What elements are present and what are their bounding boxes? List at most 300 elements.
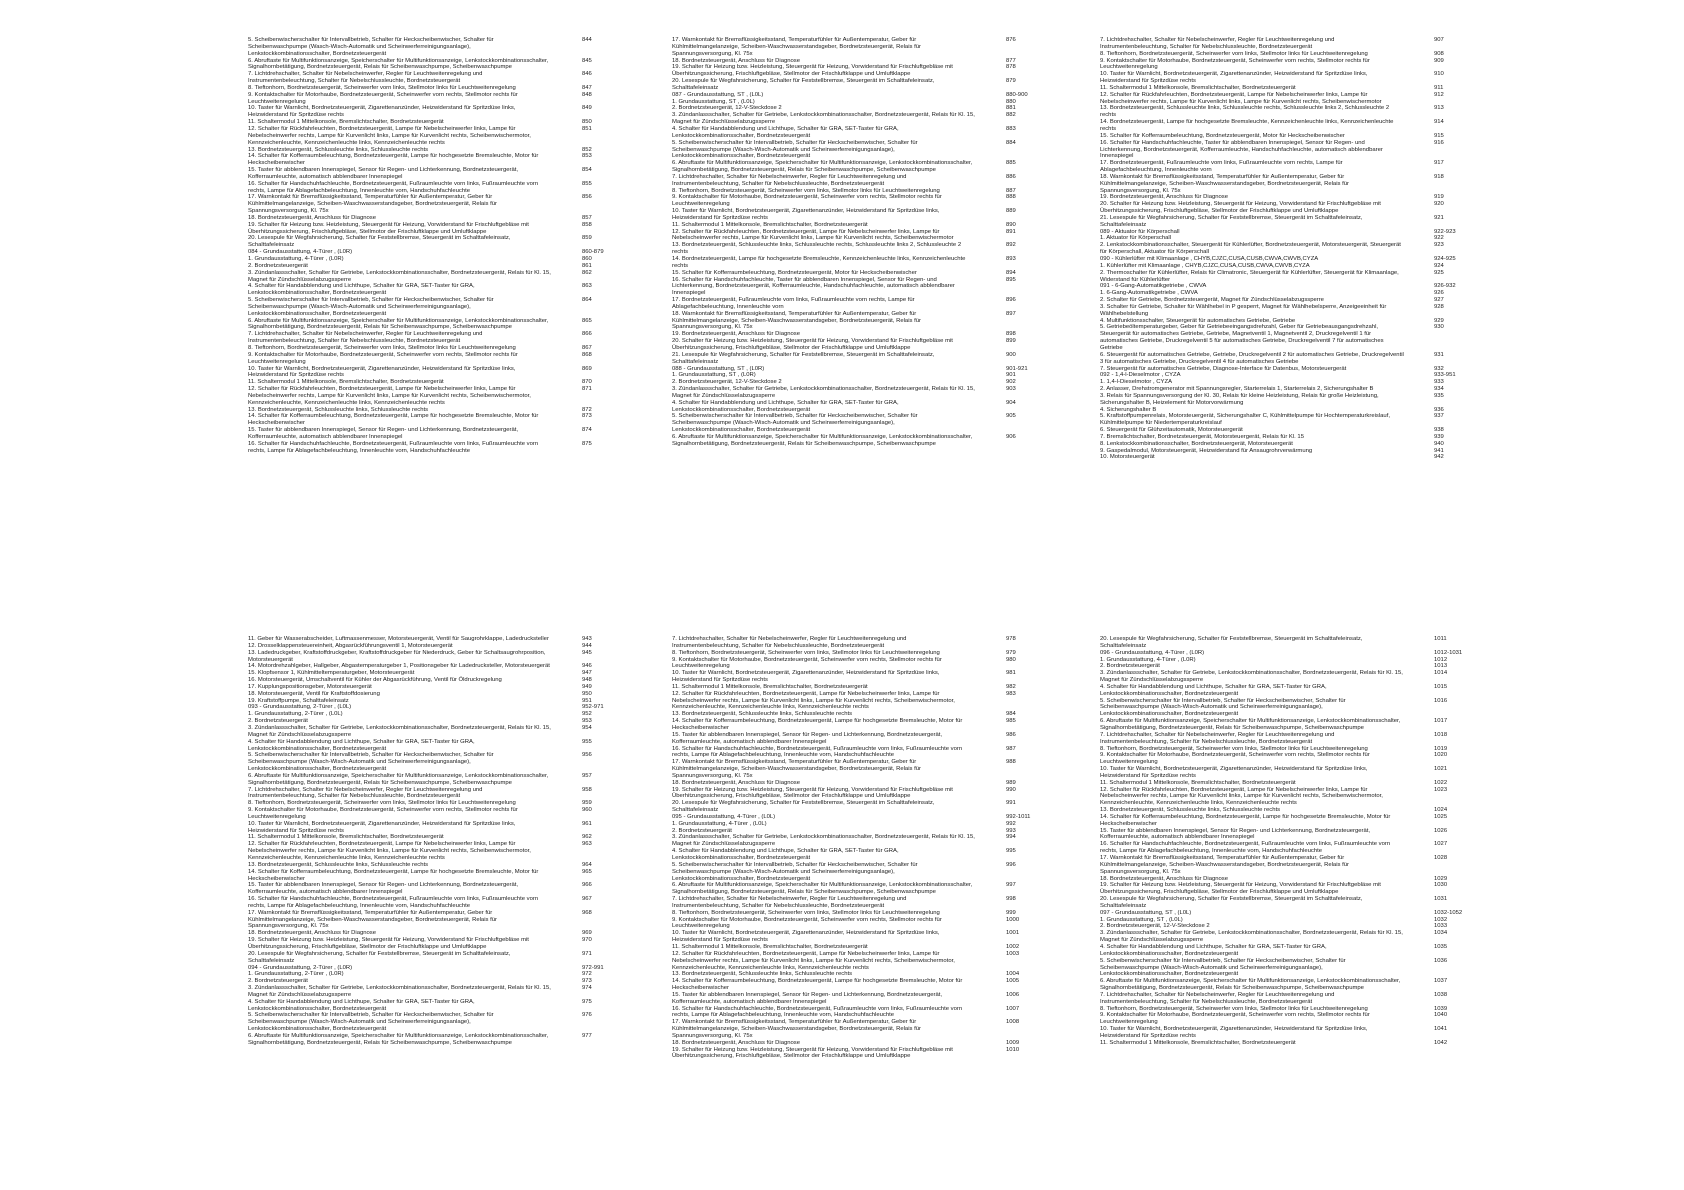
entry-page-number: 903 [1006,386,1016,393]
entry-page-number: 971 [582,950,592,957]
index-entry [672,731,1016,746]
entry-text: 19. Schalter für Heizung bzw. Heizleistung, Steuergerät für Heizung, Vorwiderstand für Frischluftgebläse mit Überhitzungssicherung, Frischluftgebläse, Stellmotor der Frischluftklappe und Umluftklappe [248,221,529,235]
index-entry [1100,433,1444,441]
entry-text: 4. Schalter für Handabblendung und Lichthupe, Schalter für GRA, SET-Taster für GRA, Lenkstockkombinationsschalter, Bordnetzsteuergerät [672,125,899,139]
index-entry [1100,290,1444,297]
entry-text: 1. Kühlerlüfter mit Klimaanlage , CHYB,CJZC,CUSA,CUSB,CWVA,CWVB,CYZA [1100,262,1310,269]
entry-text: 095 - Grundausstattung, 4-Türer , (L0L) [672,813,776,820]
entry-text: 12. Schalter für Rückfahrleuchten, Bordnetzsteuergerät, Lampe für Nebelscheinwerfer links, Lampe für Nebelscheinwerfer rechts, Lampe für Kurvenlicht links, Lampe für Kurvenlicht rechts, Scheibenwischermotor [672,228,954,242]
entry-page-number: 853 [582,153,592,160]
entry-page-number: 879 [1006,78,1016,85]
index-entry [248,950,592,965]
entry-page-number: 907 [1434,37,1444,43]
entry-page-number: 1025 [1434,813,1448,820]
entry-text: 9. Kontaktschalter für Motorhaube, Bordnetzsteuergerät, Scheinwerfer vorn rechts, Stellmotor rechts für Leuchtweitenregelung [672,194,942,208]
entry-text: 9. Kontaktschalter für Motorhaube, Bordnetzsteuergerät, Scheinwerfer vorn rechts, Stellmotor rechts für Leuchtweitenregelung [248,807,518,820]
entry-text: 14. Bordnetzsteuergerät, Lampe für hochgesetzte Bremsleuchte, Kennzeichenleuchte links, Kennzeichenleuchte rechts [1100,119,1394,132]
index-entry [1100,875,1448,883]
entry-text: 11. Schaltermodul 1 Mittelkonsole, Bremslichtschalter, Bordnetzsteuergerät [672,221,868,228]
entry-text: 7. Lichtdrehschalter, Schalter für Nebelscheinwerfer, Regler für Leuchtweitenregelung und Instrumentenbeleuchtung, Schalter für Nebelschlussleuchte, Bordnetzsteuergerät [672,636,907,649]
entry-page-number: 938 [1434,427,1444,434]
entry-text: 1. Grundausstattung, ST , (L0R) [672,372,756,379]
index-entry [672,139,1016,161]
index-entry [248,351,592,366]
entry-text: 2. Schalter für Getriebe, Bordnetzsteuergerät, Magnet für Zündschlüsselabzugssperre [1100,297,1324,304]
index-entry [248,704,604,711]
entry-page-number: 958 [582,786,592,793]
entry-text: 14. Schalter für Kofferraumbeleuchtung, Bordnetzsteuergerät, Lampe für hochgesetzte Bremsleuchte, Motor für Heckscheibenwischer [248,413,539,427]
entry-text: 3. Zündanlassschalter, Schalter für Getriebe, Lenkstockkombinationsschalter, Bordnetzsteuergerät, Relais für Kl. 15, Magnet für Zündschlüsselabzugssperre [1100,930,1403,944]
entry-text: 3. Schalter für Getriebe, Schalter für Wählhebel in P gesperrt, Magnet für Wählhebelsperre, Anzeigeeinheit für Wählhebelstellung [1100,303,1387,317]
entry-page-number: 998 [1006,896,1016,903]
entry-page-number: 981 [1006,670,1016,677]
entry-page-number: 1001 [1006,930,1020,937]
entry-page-number: 882 [1006,112,1016,119]
entry-text: 17. Warnkontakt für Bremsflüssigkeitsstand, Temperaturfühler für Außentemperatur, Geber für Kühlmittelmangelanzeige, Scheiben-Waschwasserstandsgeber, Bordnetzsteuergerät, Relais für Spannungsversorgung, Kl. 75x [672,1019,921,1039]
entry-page-number: 994 [1006,834,1016,841]
entry-page-number: 960 [582,807,592,814]
index-entry [248,964,604,972]
index-entry [1100,827,1448,842]
entry-text: 12. Schalter für Rückfahrleuchten, Bordnetzsteuergerät, Lampe für Nebelscheinwerfer links, Lampe für Nebelscheinwerfer rechts, Lampe für Kurvenlicht links, Lampe für Kurvenlicht rechts, Scheibenwischermotor, Kennzeichenleuchte, Kennzeichenleuchte links, Kennzeichenleuchte rechts [672,950,955,971]
entry-text: 10. Taster für Warnlicht, Bordnetzsteuergerät, Zigarettenanzünder, Heizwiderstand für Spritzdüse links, Heizwiderstand für Spritzdüse rechts [672,930,940,944]
index-entry [672,690,1016,712]
index-entry [1100,718,1448,732]
entry-page-number: 910 [1434,71,1444,78]
entry-page-number: 1014 [1434,670,1448,677]
index-entry [672,718,1016,732]
entry-text: 2. Bordnetzsteuergerät, 12-V-Steckdose 2 [672,379,782,386]
entry-page-number: 894 [1006,269,1016,276]
index-entry [248,249,604,256]
entry-page-number: 999 [1006,909,1016,916]
entry-text: 4. Sicherungshalter B [1100,406,1157,413]
entry-page-number: 847 [582,84,592,91]
index-entry [672,372,1016,379]
entry-text: 1. Aktuator für Körperschall [1100,235,1172,242]
entry-text: 13. Bordnetzsteuergerät, Schlussleuchte links, Schlussleuchte rechts, Schlussleuchte links 2, Schlussleuchte 2 rechts [1100,105,1390,119]
index-entry [1100,779,1448,787]
index-entry [248,937,592,951]
entry-page-number: 962 [582,834,592,841]
entry-page-number: 959 [582,800,592,807]
entry-text: 8. Tieftonhorn, Bordnetzsteuergerät, Scheinwerfer vorn links, Stellmotor links für Leuchtweitenregelung [672,909,940,916]
index-entry [1100,447,1444,455]
entry-page-number: 1018 [1434,731,1448,738]
entry-text: 8. Tieftonhorn, Bordnetzsteuergerät, Scheinwerfer vorn links, Stellmotor links für Leuchtweitenregelung [248,800,516,807]
entry-page-number: 925 [1434,269,1444,276]
index-entry [672,745,1016,760]
entry-text: 14. Schalter für Kofferraumbeleuchtung, Bordnetzsteuergerät, Lampe für hochgesetzte Bremsleuchte, Motor für Heckscheibenwischer [1100,813,1391,827]
entry-page-number: 951 [582,697,592,704]
index-entry [672,656,1016,671]
index-entry [672,399,1016,414]
entry-page-number: 972 [582,971,592,978]
entry-text: 18. Bordnetzsteuergerät, Anschluss für Diagnose [672,1039,801,1046]
index-entry [672,269,1016,277]
entry-text: 5. Scheibenwischerschalter für Intervallbetrieb, Schalter für Heckscheibenwischer, Schalter für Scheibenwaschpumpe (Wasch-Wisch-Automatik und Scheinwerferreinigungsanlage), Lenkstockkombinationsschalter, Bordnetzsteuergerät [248,752,494,773]
entry-text: 090 - Kühlerlüfter mit Klimaanlage , CHYB,CJZC,CUSA,CUSB,CWVA,CWVB,CYZA [1100,256,1319,262]
entry-page-number: 922 [1434,235,1444,242]
entry-page-number: 1012 [1434,656,1448,663]
entry-page-number: 1011 [1434,636,1447,642]
index-column-top-right [1100,37,1456,461]
index-entry [672,228,1016,243]
entry-page-number: 1021 [1434,766,1448,773]
index-entry [1100,269,1444,284]
entry-text: 7. Lichtdrehschalter, Schalter für Nebelscheinwerfer, Regler für Leuchtweitenregelung und Instrumentenbeleuchtung, Schalter für Nebelschlussleuchte, Bordnetzsteuergerät [672,173,907,187]
entry-page-number: 923 [1434,242,1444,249]
index-entry [1100,1026,1448,1040]
entry-text: 11. Schaltermodul 1 Mittelkonsole, Bremslichtschalter, Bordnetzsteuergerät [248,834,444,841]
entry-text: 1. Grundausstattung, 4-Türer , (L0R) [1100,656,1196,663]
index-entry [248,269,592,284]
index-entry [1100,454,1444,461]
index-entry [672,310,1016,332]
entry-page-number: 880 [1006,98,1016,105]
index-entry [1100,427,1444,434]
index-entry [248,386,592,407]
entry-text: 088 - Grundausstattung, ST , (L0R) [672,365,765,372]
index-entry [672,331,1016,338]
entry-page-number: 863 [582,283,592,290]
entry-page-number: 965 [582,868,592,875]
entry-text: 084 - Grundausstattung, 4-Türer , (L0R) [248,249,353,256]
entry-page-number: 979 [1006,649,1016,656]
index-entry [248,406,592,414]
index-entry [248,317,592,332]
entry-page-number: 1038 [1434,991,1448,998]
entry-page-number: 961 [582,820,592,827]
index-entry [1100,855,1448,876]
entry-text: 2. Bordnetzsteuergerät [1100,663,1160,670]
index-entry [672,57,1016,65]
index-entry [248,153,592,167]
entry-text: 1. Grundausstattung, 2-Türer , (L0R) [248,971,344,978]
index-entry [248,636,592,643]
entry-text: 7. Lichtdrehschalter, Schalter für Nebelscheinwerfer, Regler für Leuchtweitenregelung und Instrumentenbeleuchtung, Schalter für Nebelschlussleuchte, Bordnetzsteuergerät [248,71,483,85]
entry-text: 16. Motorsteuergerät, Umschaltventil für Kühler der Abgasrückführung, Ventil für Öldruckregelung [248,677,502,684]
entry-page-number: 887 [1006,187,1016,194]
entry-text: 12. Schalter für Rückfahrleuchten, Bordnetzsteuergerät, Lampe für Nebelscheinwerfer links, Lampe für Nebelscheinwerfer rechts, Lampe für Kurvenlicht links, Lampe für Kurvenlicht rechts, Scheibenwischermotor, Kennzeichenleuchte, Kennzeichenleuchte links, Kennzeichenleuchte rechts [672,690,955,711]
entry-page-number: 932 [1434,365,1444,372]
entry-page-number: 895 [1006,276,1016,283]
entry-page-number: 868 [582,351,592,358]
index-entry [248,379,592,386]
entry-page-number: 946 [582,663,592,670]
entry-page-number: 1023 [1434,786,1448,793]
entry-text: 13. Bordnetzsteuergerät, Schlussleuchte links, Schlussleuchte rechts, Schlussleuchte links 2, Schlussleuchte 2 rechts [672,242,962,256]
entry-page-number: 901-921 [1006,365,1028,372]
entry-page-number: 896 [1006,297,1016,304]
entry-text: 5. Scheibenwischerschalter für Intervallbetrieb, Schalter für Heckscheibenwischer, Schalter für Scheibenwaschpumpe (Wasch-Wisch-Automatik und Scheinwerferreinigungsanlage), Lenkstockkombinationsschalter, Bordnetzsteuergerät [672,413,918,434]
entry-text: 2. Bordnetzsteuergerät, 12-V-Steckdose 2 [1100,923,1210,930]
entry-text: 4. Schalter für Handabblendung und Lichthupe, Schalter für GRA, SET-Taster für GRA, Lenkstockkombinationsschalter, Bordnetzsteuergerät [672,399,899,413]
entry-page-number: 924 [1434,262,1444,269]
entry-text: 8. Tieftonhorn, Bordnetzsteuergerät, Scheinwerfer vorn links, Stellmotor links für Leuchtweitenregelung [248,344,516,351]
index-entry [672,112,1016,126]
entry-page-number: 851 [582,125,592,132]
index-entry [248,57,592,72]
index-entry [672,160,1016,174]
index-entry [672,683,1016,691]
entry-page-number: 975 [582,998,592,1005]
entry-text: 13. Bordnetzsteuergerät, Schlussleuchte links, Schlussleuchte rechts [248,861,429,868]
index-entry [672,78,1016,92]
entry-page-number: 858 [582,221,592,228]
entry-page-number: 888 [1006,194,1016,201]
entry-text: 19. Bordnetzsteuergerät, Anschluss für Diagnose [1100,194,1229,201]
entry-text: 15. Taster für abblendbaren Innenspiegel, Sensor für Regen- und Lichterkennung, Bordnetzsteuergerät, Kofferraumleuchte, automatisch abblendbarer Innenspiegel [672,991,943,1005]
entry-text: 7. Bremslichtschalter, Bordnetzsteuergerät, Motorsteuergerät, Relais für Kl. 15 [1100,433,1304,440]
entry-text: 15. Taster für abblendbaren Innenspiegel, Sensor für Regen- und Lichterkennung, Bordnetzsteuergerät, Kofferraumleuchte, automatisch abblendbarer Innenspiegel [248,167,519,180]
index-entry [672,916,1020,931]
entry-page-number: 926 [1434,290,1444,297]
entry-text: 16. Schalter für Handschuhfachleuchte, Bordnetzsteuergerät, Fußraumleuchte vorn links, Fußraumleuchte vorn rechts, Lampe für Ablagefachbeleuchtung, Innenleuchte vorn, Handschuhfachleuchte [672,745,963,759]
entry-page-number: 956 [582,752,592,759]
index-entry [672,105,1016,112]
entry-page-number: 859 [582,235,592,242]
index-entry [1100,807,1448,814]
entry-page-number: 935 [1434,392,1444,399]
entry-page-number: 860-879 [582,249,604,256]
entry-page-number: 1027 [1434,841,1448,848]
entry-text: 10. Taster für Warnlicht, Bordnetzsteuergerät, Zigarettenanzünder, Heizwiderstand für Spritzdüse links, Heizwiderstand für Spritzdüse rechts [1100,766,1368,779]
index-entry [672,1046,1020,1061]
entry-text: 11. Schaltermodul 1 Mittelkonsole, Bremslichtschalter, Bordnetzsteuergerät [1100,84,1296,91]
entry-page-number: 908 [1434,50,1444,57]
index-entry [672,861,1016,883]
entry-text: 9. Kontaktschalter für Motorhaube, Bordnetzsteuergerät, Scheinwerfer vorn rechts, Stellmotor rechts für Leuchtweitenregelung [248,351,518,365]
index-entry [672,37,1016,58]
entry-text: 14. Motordrehzahlgeber, Hallgeber, Abgastemperaturgeber 1, Positionsgeber für Ladedrucksteller, Motorsteuergerät [248,663,550,670]
entry-page-number: 846 [582,71,592,78]
entry-page-number: 937 [1434,413,1444,420]
index-entry [1100,978,1448,992]
index-entry [672,242,1016,256]
entry-page-number: 963 [582,841,592,848]
index-entry [672,649,1016,657]
entry-text: 4. Schalter für Handabblendung und Lichthupe, Schalter für GRA, SET-Taster für GRA, Lenkstockkombinationsschalter, Bordnetzsteuergerät [1100,683,1327,697]
entry-text: 8. Tieftonhorn, Bordnetzsteuergerät, Scheinwerfer vorn links, Stellmotor links für Leuchtweitenregelung [672,187,940,194]
index-column-bottom-right [1100,636,1463,1047]
entry-text: 13. Bordnetzsteuergerät, Schlussleuchte links, Schlussleuchte rechts [248,146,429,153]
entry-page-number: 940 [1434,440,1444,447]
entry-page-number: 1006 [1006,991,1020,998]
entry-text: 15. Schalter für Kofferraumbeleuchtung, Bordnetzsteuergerät, Motor für Heckscheibenwischer [672,269,917,276]
entry-page-number: 886 [1006,173,1016,180]
entry-page-number: 987 [1006,745,1016,752]
entry-text: 9. Kontaktschalter für Motorhaube, Bordnetzsteuergerät, Scheinwerfer vorn rechts, Stellmotor rechts für Leuchtweitenregelung [1100,1012,1370,1026]
entry-page-number: 1007 [1006,1005,1020,1012]
entry-text: 17. Kupplungspositionsgeber, Motorsteuergerät [248,683,372,690]
index-entry [672,1019,1020,1040]
entry-text: 5. Kraftstoffpumpenrelais, Motorsteuergerät, Sicherungshalter C, Kühlmittelpumpe für Hochtemperaturkreislauf, Kühlmittelpumpe für Niedertemperaturkreislauf [1100,413,1390,427]
entry-text: 089 - Aktuator für Körperschall [1100,228,1180,235]
entry-page-number: 899 [1006,338,1016,345]
index-entry [672,256,1016,270]
index-entry [1100,752,1448,766]
entry-page-number: 857 [582,214,592,221]
index-entry [1100,813,1448,828]
index-entry [248,214,592,222]
entry-page-number: 918 [1434,173,1444,180]
entry-page-number: 1033 [1434,923,1448,930]
index-entry [248,440,592,455]
entry-page-number: 877 [1006,57,1016,64]
entry-page-number: 927 [1434,297,1444,304]
entry-text: 13. Bordnetzsteuergerät, Schlussleuchte links, Schlussleuchte rechts [1100,807,1281,814]
index-entry [1100,194,1444,201]
entry-page-number: 848 [582,91,592,98]
index-entry [1100,697,1448,719]
index-entry [672,433,1016,448]
index-entry [248,167,592,181]
index-entry [248,84,592,92]
index-entry [1100,303,1444,318]
entry-text: 14. Bordnetzsteuergerät, Lampe für hochgesetzte Bremsleuchte, Kennzeichenleuchte links, Kennzeichenleuchte rechts [672,256,966,269]
index-entry [1100,923,1448,930]
entry-text: 12. Drosselklappensteuereinheit, Abgasrückführungsventil 1, Motorsteuergerät [248,642,453,649]
entry-text: 6. Steuergerät für Glühzeitautomatik, Motorsteuergerät [1100,427,1243,434]
index-entry [248,427,592,441]
entry-text: 092 - 1,4-l-Dieselmotor , CYZA [1100,372,1181,379]
entry-text: 2. Bordnetzsteuergerät [248,978,308,985]
entry-text: 5. Getriebeöltemperaturgeber, Geber für Getriebeeingangsdrehzahl, Geber für Getriebeausgangsdrehzahl, Steuergerät für automatisches Getriebe, Getriebe, Magnetventil 1, Magnetventil 2, Druckregelventil 1 für automatisches Getriebe, Druckregelventil 5 für automatisches Getriebe, Druckregelventil 7 für automatisches Getriebe [1100,324,1384,351]
index-entry [1100,119,1444,133]
index-entry [1100,882,1448,896]
index-entry [248,841,592,862]
index-entry [1100,683,1448,698]
entry-page-number: 926-932 [1434,283,1456,290]
index-entry [672,827,1016,835]
index-entry [672,173,1016,188]
entry-page-number: 904 [1006,399,1016,406]
index-entry [248,978,592,985]
entry-text: 4. Schalter für Handabblendung und Lichthupe, Schalter für GRA, SET-Taster für GRA, Lenkstockkombinationsschalter, Bordnetzsteuergerät [672,848,899,861]
entry-text: 10. Taster für Warnlicht, Bordnetzsteuergerät, Zigarettenanzünder, Heizwiderstand für Spritzdüse links, Heizwiderstand für Spritzdüse rechts [248,105,516,119]
entry-text: 8. Tieftonhorn, Bordnetzsteuergerät, Scheinwerfer vorn links, Stellmotor links für Leuchtweitenregelung [248,84,516,91]
index-entry [248,297,592,318]
index-entry [248,1012,592,1033]
entry-page-number: 1029 [1434,875,1448,882]
index-entry [1100,649,1463,657]
entry-page-number: 1015 [1434,683,1448,690]
entry-page-number: 897 [1006,310,1016,317]
entry-page-number: 993 [1006,827,1016,834]
entry-page-number: 1026 [1434,827,1448,834]
index-entry [1100,379,1444,386]
index-entry [248,71,592,85]
entry-text: 7. Lichtdrehschalter, Schalter für Nebelscheinwerfer, Regler für Leuchtweitenregelung und Instrumentenbeleuchtung, Schalter für Nebelschlussleuchte, Bordnetzsteuergerät [1100,37,1335,50]
index-entry [1100,201,1444,215]
index-entry [1100,841,1448,855]
index-entry [672,991,1020,1006]
entry-text: 17. Warnkontakt für Bremsflüssigkeitsstand, Temperaturfühler für Außentemperatur, Geber für Kühlmittelmangelanzeige, Scheiben-Waschwasserstandsgeber, Bordnetzsteuergerät, Relais für Spannungsversorgung, Kl. 75x [1100,855,1349,875]
entry-text: 17. Warnkontakt für Bremsflüssigkeitsstand, Temperaturfühler für Außentemperatur, Geber für Kühlmittelmangelanzeige, Scheiben-Waschwasserstandsgeber, Bordnetzsteuergerät, Relais für Spannungsversorgung, Kl. 75x [248,194,497,215]
index-entry [248,718,592,725]
index-entry [672,91,1028,99]
entry-text: 5. Scheibenwischerschalter für Intervallbetrieb, Schalter für Heckscheibenwischer, Schalter für Scheibenwaschpumpe (Wasch-Wisch-Automatik und Scheinwerferreinigungsanlage), Lenkstockkombinationsschalter, Bordnetzsteuergerät [1100,697,1346,718]
entry-text: 093 - Grundausstattung, 2-Türer , (L0L) [248,704,352,711]
entry-text: 10. Taster für Warnlicht, Bordnetzsteuergerät, Zigarettenanzünder, Heizwiderstand für Spritzdüse links, Heizwiderstand für Spritzdüse rechts [1100,1026,1368,1039]
entry-page-number: 1028 [1434,855,1448,861]
index-entry [1100,957,1448,979]
entry-text: 091 - 6-Gang-Automatikgetriebe , CWVA [1100,283,1207,290]
entry-page-number: 883 [1006,125,1016,132]
entry-page-number: 881 [1006,105,1016,112]
entry-page-number: 983 [1006,690,1016,697]
index-entry [248,221,592,236]
index-entry [248,868,592,883]
entry-page-number: 948 [582,677,592,684]
entry-page-number: 874 [582,427,592,434]
entry-page-number: 947 [582,670,592,677]
entry-page-number: 1019 [1434,745,1448,752]
entry-text: 20. Lesespule für Wegfahrsicherung, Schalter für Feststellbremse, Steuergerät im Schalttafeleinsatz, Schalttafeleinsatz [1100,896,1363,909]
entry-text: 10. Taster für Warnlicht, Bordnetzsteuergerät, Zigarettenanzünder, Heizwiderstand für Spritzdüse links, Heizwiderstand für Spritzdüse rechts [672,208,940,221]
entry-page-number: 942 [1434,454,1444,461]
entry-page-number: 984 [1006,711,1016,718]
entry-page-number: 1012-1031 [1434,649,1463,656]
index-entry [672,813,1031,821]
entry-text: 12. Schalter für Rückfahrleuchten, Bordnetzsteuergerät, Lampe für Nebelscheinwerfer links, Lampe für Nebelscheinwerfer rechts, Lampe für Kurvenlicht links, Lampe für Kurvenlicht rechts, Scheibenwischermotor, Kennzeichenleuchte, Kennzeichenleuchte links, Kennzeichenleuchte rechts [248,841,531,861]
index-entry [672,208,1016,222]
entry-text: 19. Schalter für Heizung bzw. Heizleistung, Steuergerät für Heizung, Vorwiderstand für Frischluftgebläse mit Überhitzungssicherung, Frischluftgebläse, Stellmotor der Frischluftklappe und Umluftklappe [1100,882,1381,896]
index-entry [1100,656,1448,664]
entry-text: 15. Taster für abblendbaren Innenspiegel, Sensor für Regen- und Lichterkennung, Bordnetzsteuergerät, Kofferraumleuchte, automatisch abblendbarer Innenspiegel [1100,827,1371,841]
entry-page-number: 890 [1006,221,1016,228]
entry-page-number: 919 [1434,194,1444,201]
index-entry [1100,297,1444,304]
entry-text: 6. Steuergerät für automatisches Getriebe, Getriebe, Druckregelventil 2 für automatisches Getriebe, Druckregelventil 3 für automatisches Getriebe, Druckregelventil 4 für automatisches Getriebe [1100,351,1404,365]
entry-page-number: 917 [1434,160,1444,167]
entry-text: 18. Bordnetzsteuergerät, Anschluss für Diagnose [672,57,801,64]
index-entry [1100,413,1444,427]
entry-page-number: 928 [1434,303,1444,310]
index-entry [1100,670,1448,684]
entry-text: 7. Lichtdrehschalter, Schalter für Nebelscheinwerfer, Regler für Leuchtweitenregelung und Instrumentenbeleuchtung, Schalter für Nebelschlussleuchte, Bordnetzsteuergerät [248,786,483,800]
index-entry [1100,896,1448,910]
index-entry [1100,766,1448,780]
index-entry [1100,909,1463,917]
entry-text: 2. Bordnetzsteuergerät [672,827,732,834]
index-entry [1100,160,1444,174]
entry-text: 1. 1,4-l-Dieselmotor , CYZA [1100,379,1173,386]
entry-text: 17. Warnkontakt für Bremsflüssigkeitsstand, Temperaturfühler für Außentemperatur, Geber für Kühlmittelmangelanzeige, Scheiben-Waschwasserstandsgeber, Bordnetzsteuergerät, Relais für Spannungsversorgung, Kl. 75x [248,909,497,930]
index-entry [248,834,592,841]
entry-page-number: 1000 [1006,916,1020,923]
entry-text: 18. Bordnetzsteuergerät, Anschluss für Diagnose [672,779,801,786]
entry-page-number: 856 [582,194,592,201]
entry-text: 5. Scheibenwischerschalter für Intervallbetrieb, Schalter für Heckscheibenwischer, Schalter für Scheibenwaschpumpe (Wasch-Wisch-Automatik und Scheinwerferreinigungsanlage), Lenkstockkombinationsschalter, Bordnetzsteuergerät [248,37,494,57]
entry-page-number: 1008 [1006,1019,1020,1026]
index-entry [1100,173,1444,195]
entry-page-number: 889 [1006,208,1016,215]
entry-page-number: 880-900 [1006,91,1028,98]
entry-text: 12. Schalter für Rückfahrleuchten, Bordnetzsteuergerät, Lampe für Nebelscheinwerfer links, Lampe für Nebelscheinwerfer rechts, Lampe für Kurvenlicht links, Lampe für Kurvenlicht rechts, Scheibenwischermotor, Kennzeichenleuchte, Kennzeichenleuchte links, Kennzeichenleuchte rechts [248,386,531,406]
entry-text: 2. Thermoschalter für Kühlerlüfter, Relais für Climatronic, Steuergerät für Kühlerlüfter, Steuergerät für Klimaanlage, Widerstand für Kühlerlüfter [1100,269,1399,283]
index-entry [248,1032,592,1047]
entry-page-number: 905 [1006,413,1016,420]
entry-page-number: 933 [1434,379,1444,386]
entry-page-number: 934 [1434,386,1444,393]
entry-text: 5. Scheibenwischerschalter für Intervallbetrieb, Schalter für Heckscheibenwischer, Schalter für Scheibenwaschpumpe (Wasch-Wisch-Automatik und Scheinwerferreinigungsanlage), Lenkstockkombinationsschalter, Bordnetzsteuergerät [672,861,918,882]
entry-page-number: 943 [582,636,592,642]
entry-page-number: 864 [582,297,592,304]
index-entry [248,125,592,147]
entry-text: 087 - Grundausstattung, ST , (L0L) [672,91,764,98]
